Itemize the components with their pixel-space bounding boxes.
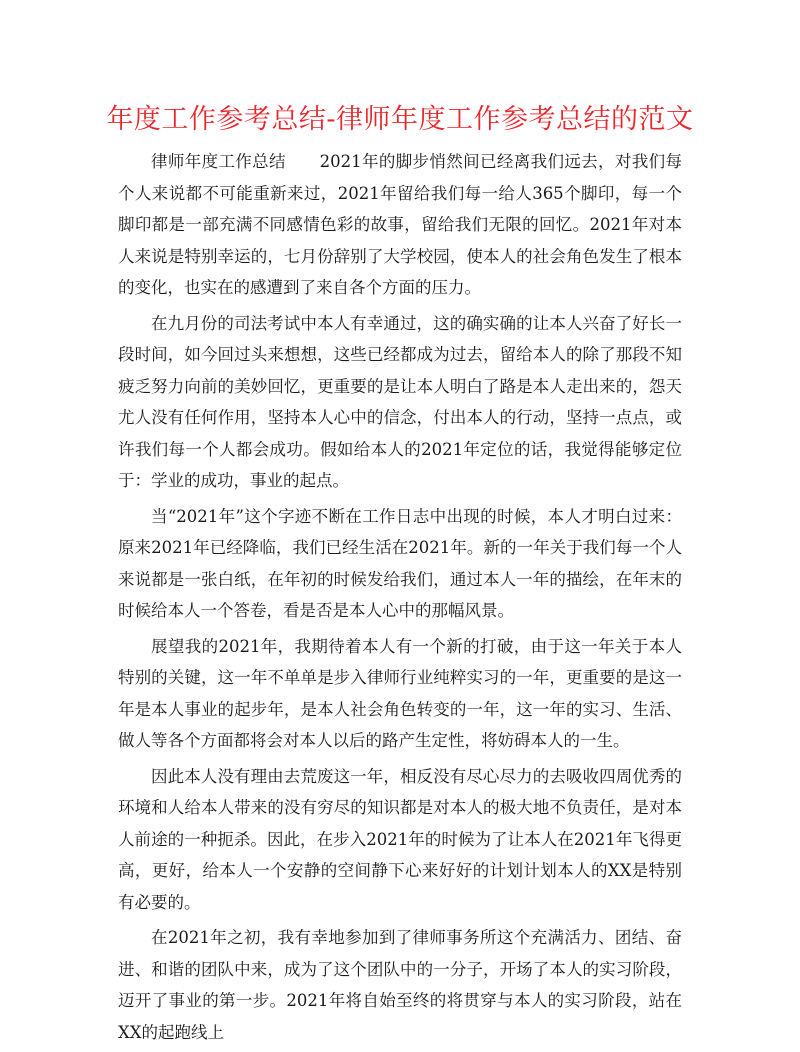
- document-title: 年度工作参考总结-律师年度工作参考总结的范文: [106, 104, 694, 135]
- paragraph-3: 当“2021年”这个字迹不断在工作日志中出现的时候，本人才明白过来：原来2021年已经降临，我们已经生活在2021年。新的一年关于我们每一个人来说都是一张白纸，在年初的时候发给我们，通过本人一年的描绘，在年末的时候给本人一个答卷，看是否是本人心中的那幅风景。: [118, 506, 682, 620]
- paragraph-6: 在2021年之初，我有幸地参加到了律师事务所这个充满活力、团结、奋进、和谐的团队中来，成为了这个团队中的一分子，开场了本人的实习阶段，迈开了事业的第一步。2021年将自始至终的将贯穿与本人的实习阶段，站在XX的起跑线上: [118, 928, 682, 1042]
- paragraph-1: 律师年度工作总结 2021年的脚步悄然间已经离我们远去，对我们每个人来说都不可能重新来过，2021年留给我们每一给人365个脚印，每一个脚印都是一部充满不同感情色彩的故事，留给我们无限的回忆。2021年对本人来说是特别幸运的，七月份辞别了大学校园，使本人的社会角色发生了根本的变化，也实在的感遭到了来自各个方面的压力。: [118, 152, 682, 297]
- document-body: [118, 146, 682, 1052]
- paragraph-2: 在九月份的司法考试中本人有幸通过，这的确实确的让本人兴奋了好长一段时间，如今回过头来想想，这些已经都成为过去，留给本人的除了那段不知疲乏努力向前的美妙回忆，更重要的是让本人明白了路是本人走出来的，怨天尤人没有任何作用，坚持本人心中的信念，付出本人的行动，坚持一点点，或许我们每一个人都会成功。假如给本人的2021年定位的话，我觉得能够定位于：学业的成功，事业的起点。: [118, 313, 682, 490]
- paragraph-5: 因此本人没有理由去荒废这一年，相反没有尽心尽力的去吸收四周优秀的环境和人给本人带来的没有穷尽的知识都是对本人的极大地不负责任，是对本人前途的一种扼杀。因此，在步入2021年的时候为了让本人在2021年飞得更高，更好，给本人一个安静的空间静下心来好好的计划计划本人的XX是特别有必要的。: [118, 766, 682, 912]
- paragraph-4: 展望我的2021年，我期待着本人有一个新的打破，由于这一年关于本人特别的关键，这一年不单单是步入律师行业纯粹实习的一年，更重要的是这一年是本人事业的起步年，是本人社会角色转变的一年，这一年的实习、生活、做人等各个方面都将会对本人以后的路产生定性，将妨碍本人的一生。: [118, 636, 682, 750]
